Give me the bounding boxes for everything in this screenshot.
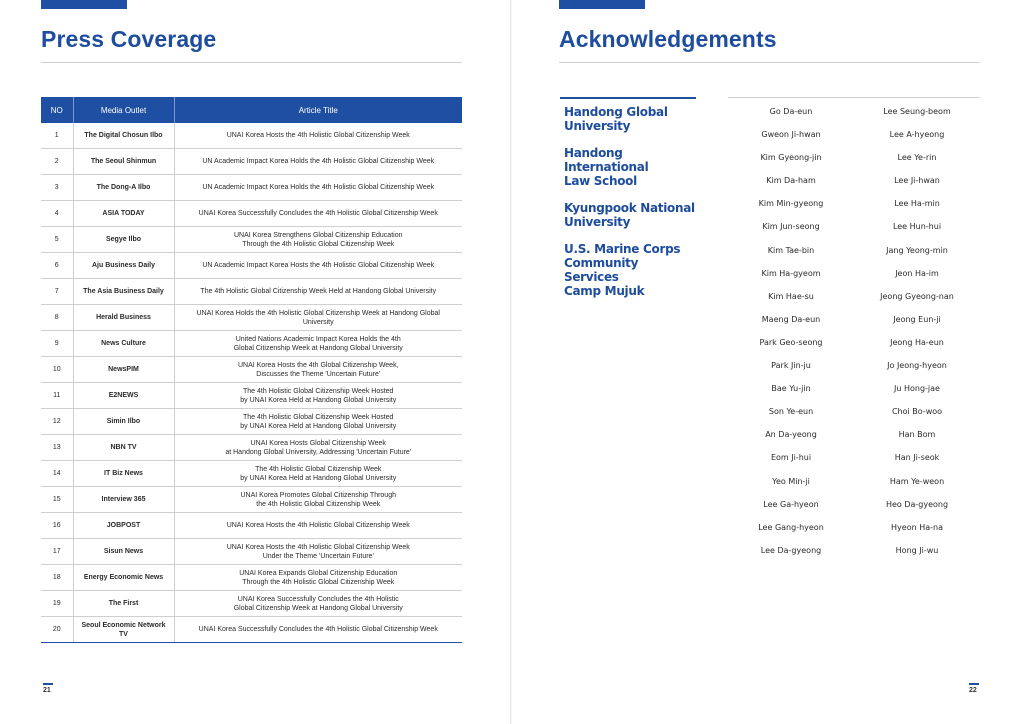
table-row — [41, 435, 462, 461]
cell-media-outlet: NBN TV — [73, 435, 174, 461]
person-name: Yeo Min-ji — [772, 476, 810, 486]
table-row — [41, 409, 462, 435]
table-row — [41, 513, 462, 539]
person-name: Lee Ye-rin — [897, 153, 937, 163]
page-title: Press Coverage — [41, 26, 217, 52]
cell-media-outlet: Simin Ilbo — [73, 409, 174, 435]
table-row — [41, 461, 462, 487]
cell-article-title: UNAI Korea Hosts the 4th Holistic Global Citizenship Week — [174, 513, 462, 539]
cell-article-title: UNAI Korea Hosts the 4th Holistic Global Citizenship Week Under the Theme 'Uncertain Future' — [174, 539, 462, 565]
person-name: Ju Hong-jae — [894, 384, 940, 394]
cell-media-outlet: ASIA TODAY — [73, 201, 174, 227]
page-number: 21 — [43, 687, 51, 694]
person-name: Lee Ga-hyeon — [763, 499, 819, 509]
table-row — [41, 305, 462, 331]
cell-no: 15 — [41, 487, 73, 513]
person-name: Hong Ji-wu — [895, 545, 939, 555]
names-list — [728, 97, 980, 562]
cell-article-title: UN Academic Impact Korea Holds the 4th Holistic Global Citizenship Week — [174, 175, 462, 201]
cell-no: 10 — [41, 357, 73, 383]
person-name: Kim Tae-bin — [767, 245, 815, 255]
person-name: Choi Bo-woo — [891, 407, 943, 417]
organization-name: Handong Global University — [564, 105, 668, 133]
page-acknowledgements — [512, 0, 1024, 724]
page-number: 22 — [969, 687, 977, 694]
cell-media-outlet: Energy Economic News — [73, 565, 174, 591]
cell-article-title: UNAI Korea Successfully Concludes the 4th Holistic Global Citizenship Week — [174, 617, 462, 643]
person-name: Han Ji-seok — [894, 453, 940, 463]
cell-no: 13 — [41, 435, 73, 461]
table-header-row — [41, 97, 462, 123]
organization-name: U.S. Marine Corps Community Services Camp Mujuk — [564, 242, 681, 298]
cell-no: 18 — [41, 565, 73, 591]
cell-media-outlet: IT Biz News — [73, 461, 174, 487]
person-name: Park Jin-ju — [771, 361, 811, 371]
table-row — [41, 331, 462, 357]
person-name: Kim Min-gyeong — [758, 199, 824, 209]
cell-no: 9 — [41, 331, 73, 357]
person-name: Kim Ha-gyeom — [761, 268, 821, 278]
page-title: Acknowledgements — [559, 26, 777, 52]
top-accent-bar — [41, 0, 127, 9]
person-name: Hyeon Ha-na — [891, 522, 943, 532]
person-name: Lee Ha-min — [894, 199, 940, 209]
person-name: Han Bom — [898, 430, 936, 440]
cell-no: 11 — [41, 383, 73, 409]
table-row — [41, 617, 462, 643]
cell-media-outlet: Seoul Economic Network TV — [73, 617, 174, 643]
person-name: Maeng Da-eun — [761, 314, 821, 324]
table-row — [41, 591, 462, 617]
cell-no: 2 — [41, 149, 73, 175]
cell-article-title: UNAI Korea Hosts Global Citizenship Week at Handong Global University, Addressing 'Uncertain Future' — [174, 435, 462, 461]
person-name: Heo Da-gyeong — [885, 499, 949, 509]
cell-no: 4 — [41, 201, 73, 227]
page-press-coverage — [0, 0, 510, 724]
person-name: Jo Jeong-hyeon — [887, 361, 947, 371]
person-name: Jang Yeong-min — [886, 245, 948, 255]
cell-article-title: UNAI Korea Holds the 4th Holistic Global Citizenship Week at Handong Global University — [174, 305, 462, 331]
person-name: Jeong Eun-ji — [893, 314, 941, 324]
person-name: Lee Seung-beom — [883, 107, 951, 116]
cell-media-outlet: News Culture — [73, 331, 174, 357]
table-row — [41, 123, 462, 149]
person-name: Son Ye-eun — [768, 407, 814, 417]
table-row — [41, 175, 462, 201]
cell-no: 5 — [41, 227, 73, 253]
cell-article-title: United Nations Academic Impact Korea Holds the 4th Global Citizenship Week at Handong Global University — [174, 331, 462, 357]
person-name: Lee Hun-hui — [892, 222, 942, 232]
cell-no: 8 — [41, 305, 73, 331]
cell-no: 16 — [41, 513, 73, 539]
person-name: Lee Da-gyeong — [760, 545, 822, 555]
organization-list — [560, 97, 696, 311]
cell-no: 7 — [41, 279, 73, 305]
cell-article-title: The 4th Holistic Global Citizenship Week Hosted by UNAI Korea Held at Handong Global University — [174, 383, 462, 409]
table-row — [41, 565, 462, 591]
cell-article-title: UNAI Korea Promotes Global Citizenship Through the 4th Holistic Global Citizenship Week — [174, 487, 462, 513]
cell-article-title: UNAI Korea Successfully Concludes the 4th Holistic Global Citizenship Week at Handong Global University — [174, 591, 462, 617]
person-name: Jeong Ha-eun — [890, 337, 944, 347]
cell-article-title: UNAI Korea Expands Global Citizenship Education Through the 4th Holistic Global Citizenship Week — [174, 565, 462, 591]
cell-article-title: UN Academic Impact Korea Hosts the 4th Holistic Global Citizenship Week — [174, 253, 462, 279]
title-divider — [559, 62, 980, 63]
person-name: Lee Ji-hwan — [894, 176, 940, 186]
person-name: Ham Ye-weon — [889, 476, 945, 486]
cell-article-title: UNAI Korea Strengthens Global Citizenship Education Through the 4th Holistic Global Citizenship Week — [174, 227, 462, 253]
cell-article-title: UNAI Korea Successfully Concludes the 4th Holistic Global Citizenship Week — [174, 201, 462, 227]
table-row — [41, 253, 462, 279]
cell-media-outlet: The Asia Business Daily — [73, 279, 174, 305]
table-row — [41, 487, 462, 513]
names-grid — [728, 98, 980, 562]
cell-article-title: UNAI Korea Hosts the 4th Holistic Global Citizenship Week — [174, 123, 462, 149]
column-header-no: NO — [41, 97, 73, 123]
cell-no: 14 — [41, 461, 73, 487]
person-name: Eom Ji-hui — [770, 453, 812, 463]
person-name: Kim Gyeong-jin — [760, 153, 822, 163]
person-name: Bae Yu-jin — [771, 384, 811, 394]
press-coverage-table — [41, 97, 462, 643]
cell-no: 19 — [41, 591, 73, 617]
person-name: Kim Da-ham — [766, 176, 816, 186]
column-header-media-outlet: Media Outlet — [73, 97, 174, 123]
table-row — [41, 201, 462, 227]
person-name: Jeong Gyeong-nan — [880, 291, 954, 301]
column-header-article-title: Article Title — [174, 97, 462, 123]
person-name: Jeon Ha-im — [895, 268, 939, 278]
top-accent-bar — [559, 0, 645, 9]
cell-article-title: The 4th Holistic Global Citizenship Week by UNAI Korea Held at Handong Global University — [174, 461, 462, 487]
table-row — [41, 227, 462, 253]
cell-no: 6 — [41, 253, 73, 279]
organization-name: Handong International Law School — [564, 146, 649, 188]
table-row — [41, 149, 462, 175]
person-name: Park Geo-seong — [759, 337, 823, 347]
person-name: An Da-yeong — [765, 430, 817, 440]
organization-name: Kyungpook National University — [564, 201, 695, 229]
press-table-body — [41, 123, 462, 643]
cell-media-outlet: Sisun News — [73, 539, 174, 565]
person-name: Go Da-eun — [769, 107, 813, 116]
cell-media-outlet: Herald Business — [73, 305, 174, 331]
cell-no: 17 — [41, 539, 73, 565]
person-name: Lee A-hyeong — [889, 130, 945, 140]
cell-media-outlet: Segye Ilbo — [73, 227, 174, 253]
cell-article-title: UN Academic Impact Korea Holds the 4th Holistic Global Citizenship Week — [174, 149, 462, 175]
person-name: Kim Jun-seong — [762, 222, 820, 232]
cell-no: 12 — [41, 409, 73, 435]
person-name: Kim Hae-su — [768, 291, 814, 301]
cell-media-outlet: NewsPIM — [73, 357, 174, 383]
cell-media-outlet: Interview 365 — [73, 487, 174, 513]
cell-article-title: UNAI Korea Hosts the 4th Global Citizenship Week, Discusses the Theme 'Uncertain Future' — [174, 357, 462, 383]
title-divider — [41, 62, 462, 63]
cell-media-outlet: Aju Business Daily — [73, 253, 174, 279]
cell-article-title: The 4th Holistic Global Citizenship Week Hosted by UNAI Korea Held at Handong Global University — [174, 409, 462, 435]
cell-media-outlet: The Dong-A Ilbo — [73, 175, 174, 201]
person-name: Lee Gang-hyeon — [758, 522, 824, 532]
cell-no: 3 — [41, 175, 73, 201]
person-name: Gweon Ji-hwan — [761, 130, 821, 140]
table-row — [41, 383, 462, 409]
table-row — [41, 357, 462, 383]
cell-no: 1 — [41, 123, 73, 149]
cell-media-outlet: The First — [73, 591, 174, 617]
cell-article-title: The 4th Holistic Global Citizenship Week Held at Handong Global University — [174, 279, 462, 305]
table-row — [41, 539, 462, 565]
cell-no: 20 — [41, 617, 73, 643]
cell-media-outlet: E2NEWS — [73, 383, 174, 409]
table-row — [41, 279, 462, 305]
cell-media-outlet: The Digital Chosun Ilbo — [73, 123, 174, 149]
cell-media-outlet: JOBPOST — [73, 513, 174, 539]
cell-media-outlet: The Seoul Shinmun — [73, 149, 174, 175]
